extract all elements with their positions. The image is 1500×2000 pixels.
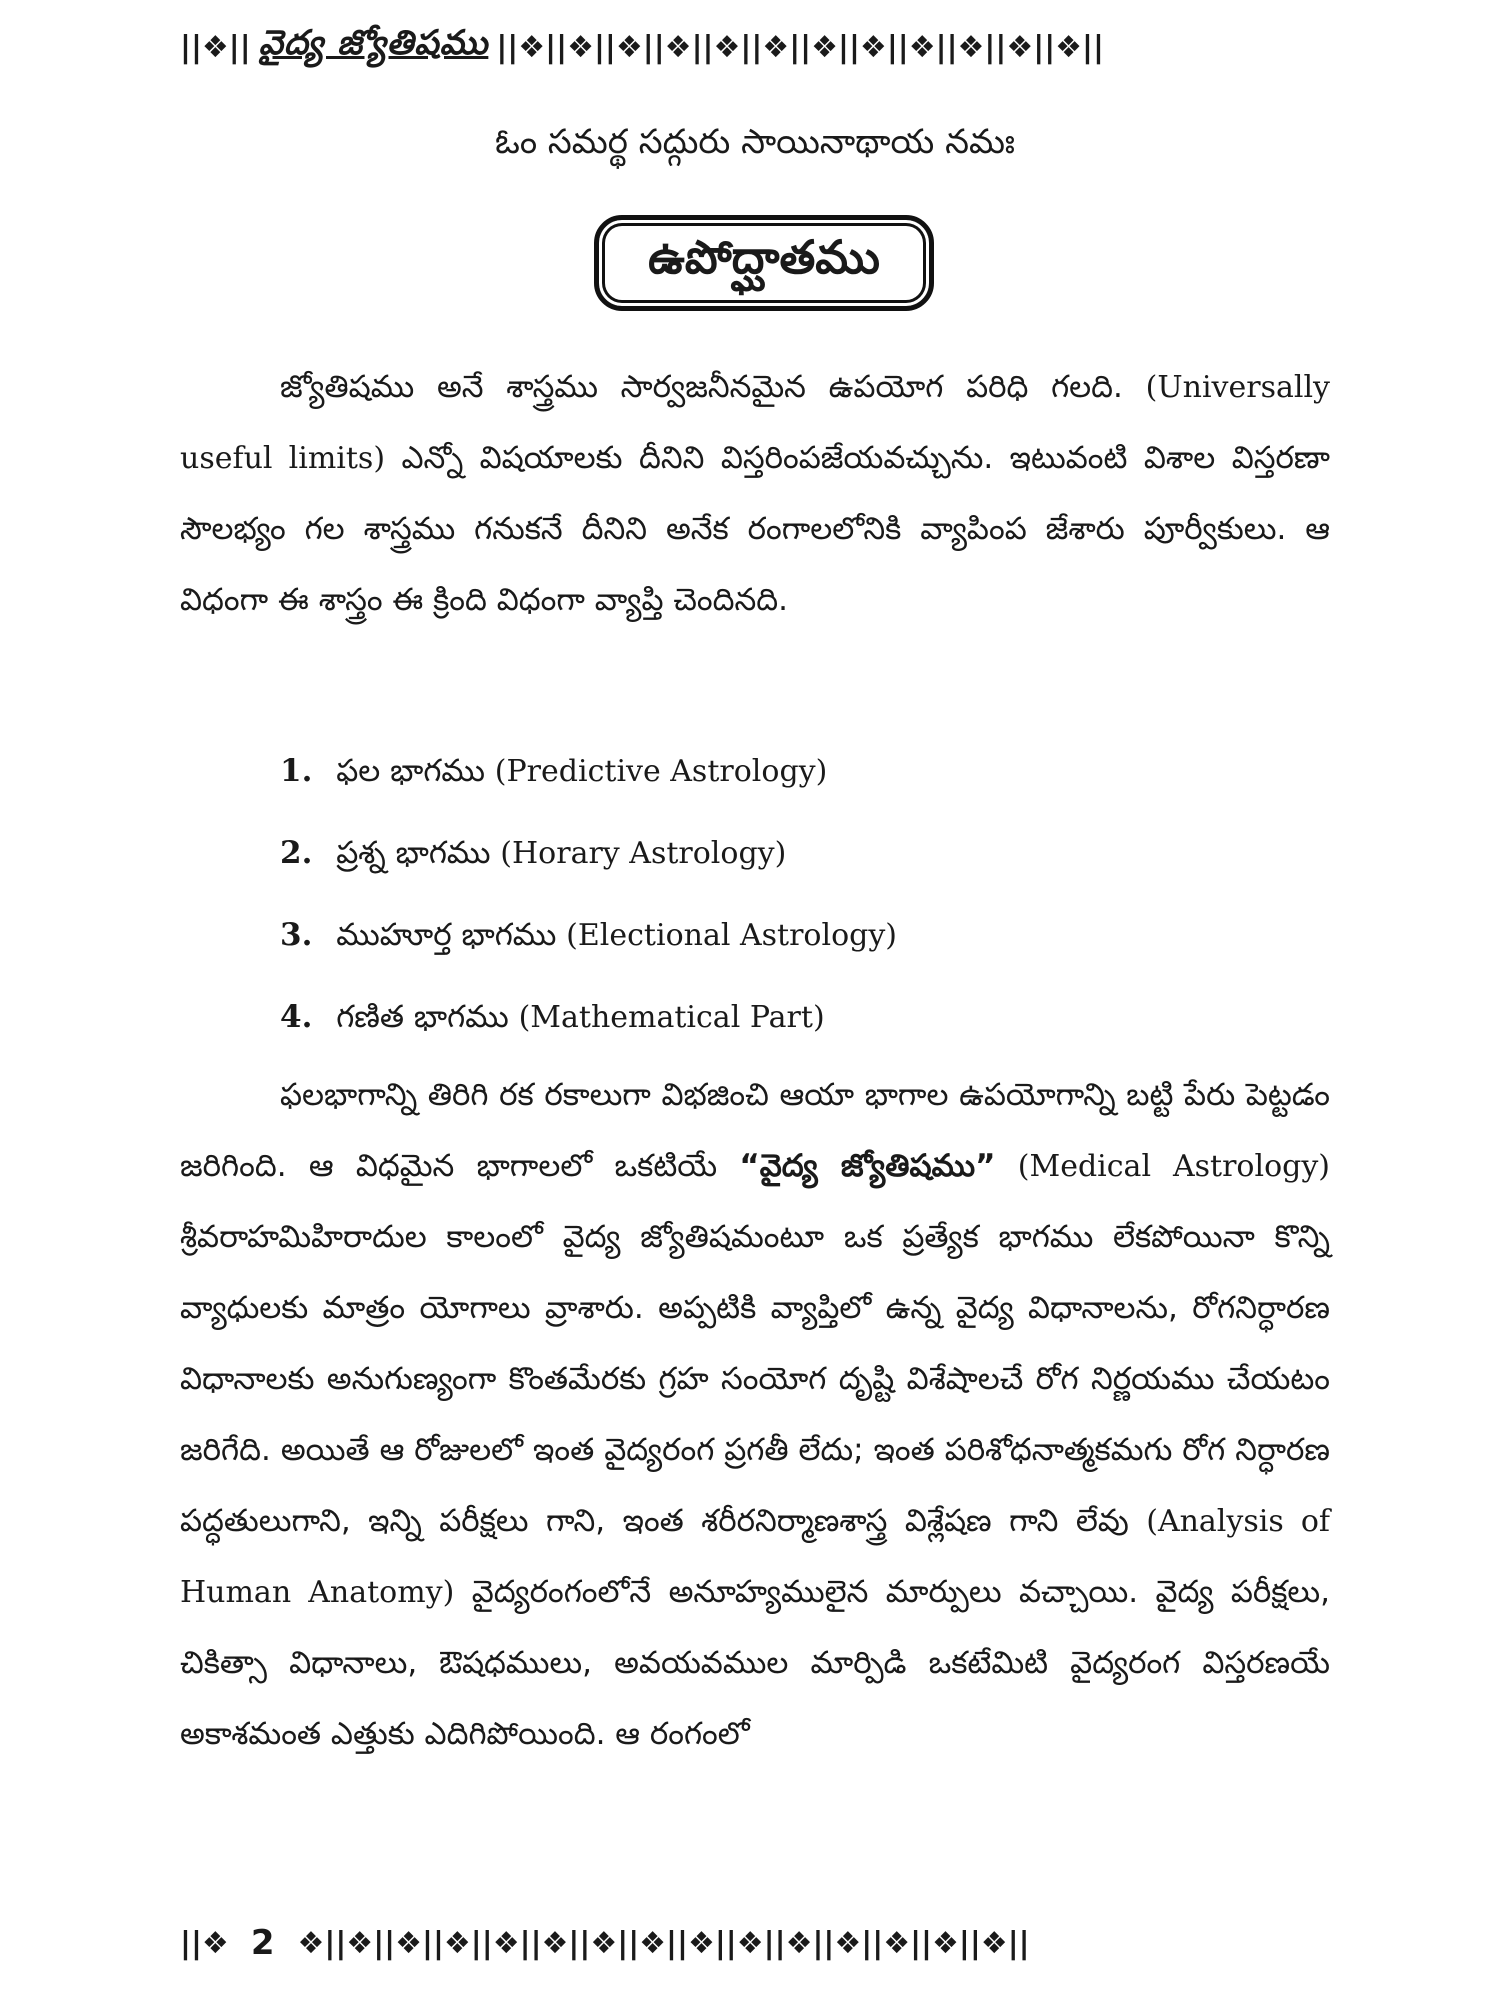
paragraph-2 bbox=[180, 1060, 1330, 1770]
chapter-title-text: ఉపోద్ఘాతము bbox=[648, 230, 880, 284]
list-item bbox=[280, 730, 1280, 812]
paragraph-2-part3: వైద్యరంగంలోనే అనూహ్యములైన మార్పులు వచ్చాయి. వైద్య పరీక్షలు, చికిత్సా విధానాలు, ఔషధములు, అవయవముల మార్పిడి ఒకటేమిటి వైద్యరంగ విస్తరణయే అకాశమంత ఎత్తుకు ఎదిగిపోయింది. ఆ రంగంలో bbox=[180, 1574, 1330, 1752]
list-item-number: 2. bbox=[280, 835, 313, 871]
running-title: వైద్య జ్యోతిషము bbox=[258, 23, 489, 63]
list-item bbox=[280, 812, 1280, 894]
list-item-telugu: గణిత భాగము bbox=[336, 999, 509, 1035]
ornament-right: ||❖||❖||❖||❖||❖||❖||❖||❖||❖||❖||❖||❖|| bbox=[496, 29, 1104, 65]
paragraph-1-part2: ఎన్నో విషయాలకు దీనిని విస్తరింపజేయవచ్చును. ఇటువంటి విశాల విస్తరణా సౌలభ్యం గల శాస్త్రము గనుకనే దీనిని అనేక రంగాలలోనికి వ్యాపింప జేశారు పూర్వీకులు. ఆ విధంగా ఈ శాస్త్రం ఈ క్రింది విధంగా వ్యాప్తి చెందినది. bbox=[180, 440, 1330, 618]
list-item-number: 1. bbox=[280, 753, 313, 789]
paragraph-2-term: “వైద్య జ్యోతిషము” bbox=[739, 1148, 996, 1184]
paragraph-2-part2: శ్రీవరాహమిహిరాదుల కాలంలో వైద్య జ్యోతిషమంటూ ఒక ప్రత్యేక భాగము లేకపోయినా కొన్ని వ్యాధులకు మాత్రం యోగాలు వ్రాశారు. అప్పటికి వ్యాప్తిలో ఉన్న వైద్య విధానాలను, రోగనిర్ధారణ విధానాలకు అనుగుణ్యంగా కొంతమేరకు గ్రహ సంయోగ దృష్టి విశేషాలచే రోగ నిర్ణయము చేయటం జరిగేది. అయితే ఆ రోజులలో ఇంత వైద్యరంగ ప్రగతీ లేదు; ఇంత పరిశోధనాత్మకమగు రోగ నిర్ధారణ పద్ధతులుగాని, ఇన్ని పరీక్షలు గాని, ఇంత శరీరనిర్మాణశాస్త్ర విశ్లేషణ గాని లేవు bbox=[180, 1219, 1330, 1539]
list-item-english: (Horary Astrology) bbox=[500, 836, 787, 871]
list-item bbox=[280, 976, 1280, 1058]
chapter-title bbox=[594, 215, 934, 311]
paragraph-1 bbox=[180, 352, 1330, 636]
ornament-left: ||❖|| bbox=[180, 29, 251, 65]
branches-list bbox=[280, 730, 1280, 1058]
paragraph-2-english-1: (Medical Astrology) bbox=[1017, 1149, 1331, 1184]
list-item-telugu: ఫల భాగము bbox=[336, 753, 485, 789]
list-item-number: 3. bbox=[280, 917, 313, 953]
running-header bbox=[180, 22, 1330, 72]
list-item-number: 4. bbox=[280, 999, 313, 1035]
list-item-telugu: ముహూర్త భాగము bbox=[336, 917, 557, 953]
running-footer bbox=[180, 1918, 1330, 1968]
list-item-english: (Mathematical Part) bbox=[518, 1000, 825, 1035]
book-page bbox=[180, 0, 1330, 2000]
footer-ornament-left: ||❖ bbox=[180, 1925, 229, 1961]
list-item bbox=[280, 894, 1280, 976]
invocation: ఓం సమర్థ సద్గురు సాయినాథాయ నమః bbox=[495, 122, 1015, 162]
paragraph-1-part1: జ్యోతిషము అనే శాస్త్రము సార్వజనీనమైన ఉపయోగ పరిధి గలది. bbox=[280, 369, 1123, 405]
list-item-english: (Electional Astrology) bbox=[566, 918, 898, 953]
paragraph-2-part1: ఫలభాగాన్ని తిరిగి రక రకాలుగా విభజించి ఆయా భాగాల ఉపయోగాన్ని బట్టి పేరు పెట్టడం జరిగింది. ఆ విధమైన భాగాలలో ఒకటియే bbox=[180, 1077, 1330, 1184]
footer-ornament-right: ❖||❖||❖||❖||❖||❖||❖||❖||❖||❖||❖||❖||❖||❖||❖|| bbox=[297, 1925, 1030, 1961]
paragraph-2-english-2: (Analysis of Human Anatomy) bbox=[180, 1504, 1331, 1610]
page-number: 2 bbox=[250, 1923, 276, 1963]
list-item-telugu: ప్రశ్న భాగము bbox=[336, 835, 491, 871]
list-item-english: (Predictive Astrology) bbox=[494, 754, 828, 789]
paragraph-1-english: (Universally useful limits) bbox=[180, 370, 1331, 476]
